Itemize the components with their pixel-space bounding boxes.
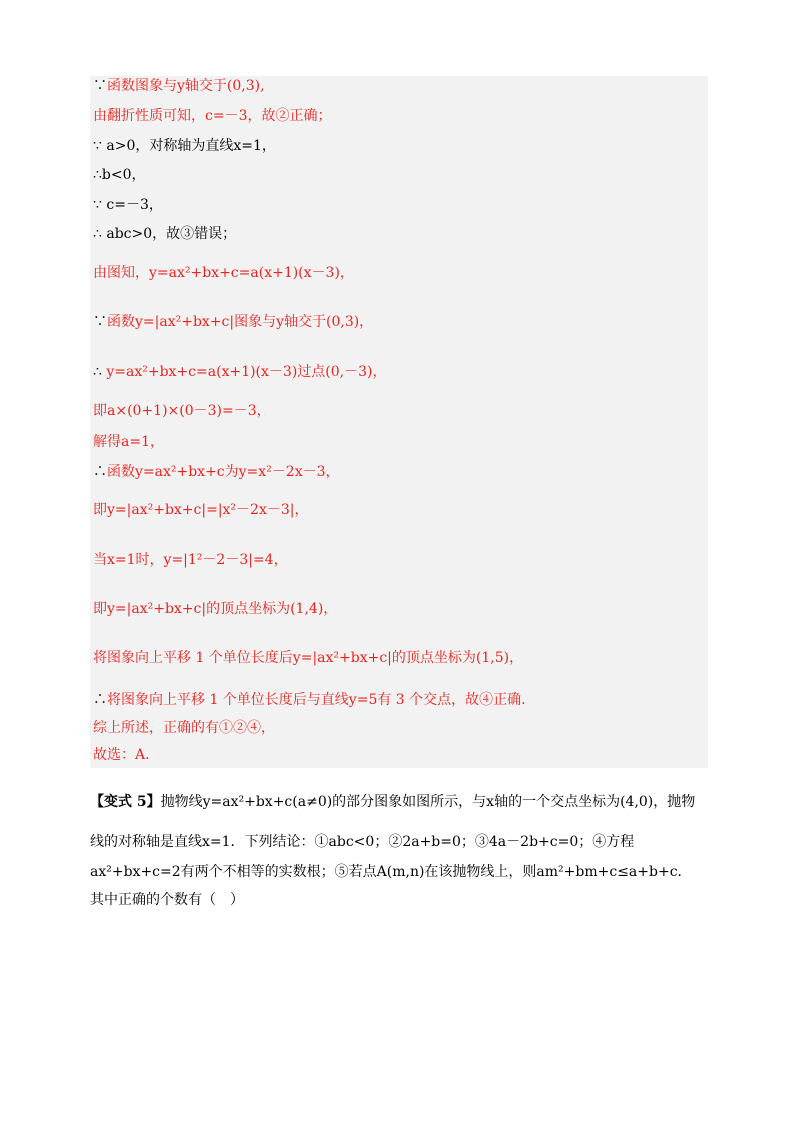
solution-text: 即y=|ax²+bx+c|的顶点坐标为(1,4)， bbox=[93, 601, 338, 617]
solution-line-7 bbox=[93, 263, 354, 283]
solution-text: 即y=|ax²+bx+c|=|x²－2x－3|， bbox=[93, 502, 309, 518]
solution-text: y=ax²+bx+c=a(x+1)(x－3)过点(0,－3)， bbox=[101, 364, 387, 380]
problem-line-2 bbox=[90, 832, 634, 852]
solution-line-4: ∴b<0， bbox=[93, 167, 146, 183]
solution-line-18 bbox=[93, 718, 275, 738]
solution-line-3: ∵ a>0，对称轴为直线x=1， bbox=[93, 138, 276, 154]
solution-line-6: ∴ abc>0，故③错误； bbox=[93, 226, 237, 242]
solution-line-15 bbox=[93, 599, 337, 619]
solution-text: 将图象向上平移 1 个单位长度后y=|ax²+bx+c|的顶点坐标为(1,5)， bbox=[93, 650, 524, 666]
solution-text: c=－3， bbox=[101, 197, 163, 213]
solution-line-17: ∴将图象向上平移 1 个单位长度后与直线y=5有 3 个交点，故④正确. bbox=[93, 692, 526, 708]
solution-line-5: ∵ c=－3， bbox=[93, 197, 163, 213]
solution-text: abc>0，故③错误； bbox=[101, 226, 237, 242]
solution-text: a>0，对称轴为直线x=1， bbox=[101, 138, 276, 154]
problem-label: 【变式 5】 bbox=[90, 794, 161, 810]
solution-line-16 bbox=[93, 648, 523, 668]
solution-line-11 bbox=[93, 432, 164, 452]
solution-line-12: ∴函数y=ax²+bx+c为y=x²－2x－3， bbox=[93, 464, 340, 480]
problem-line-3 bbox=[90, 862, 692, 882]
solution-line-19 bbox=[93, 745, 150, 765]
solution-line-13 bbox=[93, 500, 308, 520]
solution-text: 当x=1时，y=|1²－2－3|=4， bbox=[93, 552, 288, 568]
solution-text: 将图象向上平移 1 个单位长度后与直线y=5有 3 个交点，故④正确. bbox=[107, 692, 526, 708]
problem-line-1 bbox=[90, 792, 695, 812]
solution-line-1 bbox=[93, 76, 265, 96]
solution-text: 解得a=1， bbox=[93, 434, 164, 450]
therefore-symbol: ∵ bbox=[93, 78, 107, 94]
problem-text: 抛物线y=ax²+bx+c(a≠0)的部分图象如图所示，与x轴的一个交点坐标为(4,0)，抛物 bbox=[160, 794, 696, 810]
solution-line-8: ∵函数y=|ax²+bx+c|图象与y轴交于(0,3)， bbox=[93, 314, 374, 330]
solution-text: 综上所述，正确的有①②④， bbox=[93, 720, 275, 736]
solution-text: 函数图象与y轴交于(0,3), bbox=[107, 78, 265, 94]
solution-text: 函数y=|ax²+bx+c|图象与y轴交于(0,3)， bbox=[107, 314, 374, 330]
problem-text: ax²+bx+c=2有两个不相等的实数根；⑤若点A(m,n)在该抛物线上，则am²+bm+c≤a+b+c． bbox=[90, 864, 692, 880]
solution-text: 即a×(0+1)×(0－3)=－3， bbox=[93, 403, 271, 419]
solution-line-14 bbox=[93, 550, 288, 570]
solution-text: 由图知，y=ax²+bx+c=a(x+1)(x－3)， bbox=[93, 265, 354, 281]
solution-line-2 bbox=[93, 106, 331, 126]
solution-text: b<0， bbox=[101, 167, 146, 183]
problem-text: 其中正确的个数有（ ） bbox=[90, 892, 244, 908]
solution-text: 故选：A. bbox=[93, 747, 150, 763]
solution-text: 由翻折性质可知，c=－3，故②正确； bbox=[93, 108, 332, 124]
solution-line-9: ∴ y=ax²+bx+c=a(x+1)(x－3)过点(0,－3)， bbox=[93, 364, 387, 380]
solution-text: 函数y=ax²+bx+c为y=x²－2x－3， bbox=[107, 464, 340, 480]
problem-line-4 bbox=[90, 890, 244, 910]
problem-text: 线的对称轴是直线x=1．下列结论：①abc<0；②2a+b=0；③4a－2b+c=0；④方程 bbox=[90, 834, 635, 850]
solution-line-10 bbox=[93, 401, 271, 421]
